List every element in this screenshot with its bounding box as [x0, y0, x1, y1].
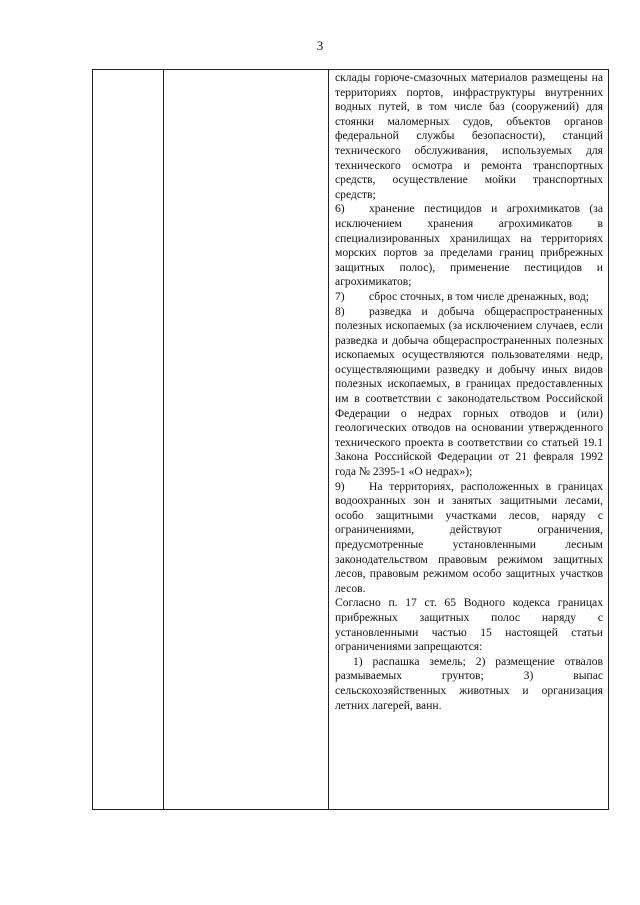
paragraph-text: хранение пестицидов и агрохимикатов (за исключением хранения агрохимикатов в специализированных хранилищах на территориях морских портов за пределами границ прибрежных защитных полос), применение пестицидов и агрохимикатов;	[335, 202, 603, 289]
paragraph-item-9	[335, 480, 603, 597]
item-number: 6)	[335, 202, 345, 216]
paragraph-item-6	[335, 202, 603, 290]
paragraph-item-7	[335, 290, 603, 305]
item-number: 7)	[335, 289, 345, 303]
paragraph-text: склады горюче-смазочных материалов размещены на территориях портов, инфраструктуры внутренних водных путей, в том числе баз (сооружений) для стоянки маломерных судов, объектов органов федеральной службы безопасности), станций технического обслуживания, используемых для технического осмотра и ремонта транспортных средств, осуществление мойки транспортных средств;	[335, 71, 603, 201]
table-cell-zone	[164, 70, 329, 810]
paragraph-prohibitions-list	[335, 655, 603, 713]
paragraph-text: На территориях, расположенных в границах водоохранных зон и занятых защитными лесами, особо защитными участками лесов, наряду с ограничениями, действуют ограничения, предусмотренные установленными лесным законодательством правовым режимом защитных лесов, правовым режимом особо защитных участков лесов.	[335, 479, 603, 595]
table-cell-restrictions	[329, 70, 609, 810]
item-number: 8)	[335, 304, 345, 318]
paragraph-text: разведка и добыча общераспространенных полезных ископаемых (за исключением случаев, если разведка и добыча общераспространенных полезных ископаемых осуществляются пользователями недр, осуществляющими разведку и добычу иных видов полезных ископаемых, в границах предоставленных им в соответствии с законодательством Российской Федерации о недрах горных отводов и (или) геологических отводов на основании утвержденного технического проекта в соответствии со статьей 19.1 Закона Российской Федерации от 21 февраля 1992 года № 2395-1 «О недрах»);	[335, 304, 603, 479]
item-number: 9)	[335, 479, 345, 493]
paragraph-item-8	[335, 305, 603, 480]
table-cell-number	[93, 70, 164, 810]
paragraph-text: Согласно п. 17 ст. 65 Водного кодекса границах прибрежных защитных полос наряду с установленными частью 15 настоящей статьи ограничениями запрещаются:	[335, 596, 603, 654]
paragraph-text: сброс сточных, в том числе дренажных, вод;	[369, 289, 589, 303]
document-table	[92, 69, 609, 810]
page-number: 3	[316, 38, 324, 53]
paragraph-text: 1) распашка земель; 2) размещение отвалов размываемых грунтов; 3) выпас сельскохозяйственных животных и организация летних лагерей, ванн.	[335, 654, 603, 712]
paragraph-water-code-reference	[335, 596, 603, 654]
paragraph-fuel-storage	[335, 71, 603, 202]
